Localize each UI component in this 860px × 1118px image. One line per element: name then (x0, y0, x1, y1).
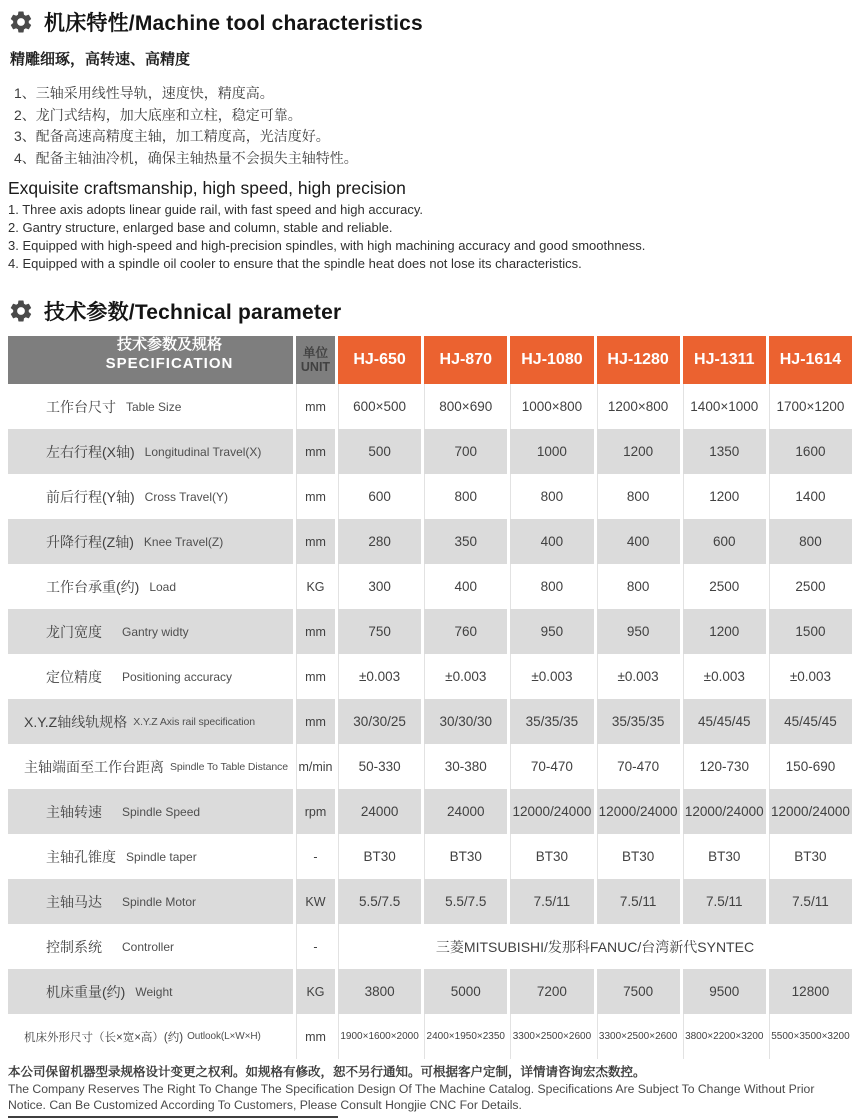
value-cell: 2500 (766, 564, 852, 609)
value-cell: 800 (507, 564, 593, 609)
value-cell: 12000/24000 (766, 789, 852, 834)
value-cell: 24000 (335, 789, 421, 834)
value-cell: ±0.003 (766, 654, 852, 699)
value-cell: 600×500 (335, 384, 421, 429)
table-row (8, 474, 852, 519)
value-cell: 350 (421, 519, 507, 564)
list-item: 3、配备高速高精度主轴，加工精度高，光洁度好。 (14, 128, 330, 144)
value-cell: 3800×2200×3200 (680, 1014, 766, 1059)
features-cn-list (8, 83, 852, 169)
spec-cell (8, 834, 293, 879)
spec-cell (8, 879, 293, 924)
model-column-header: HJ-1080 (507, 336, 593, 384)
spec-cell (8, 924, 293, 969)
value-cell: 7500 (594, 969, 680, 1014)
table-row (8, 699, 852, 744)
spec-table-body (8, 384, 852, 1059)
table-row (8, 564, 852, 609)
value-cell: 1900×1600×2000 (335, 1014, 421, 1059)
features-subtitle: 精雕细琢，高转速、高精度 (10, 51, 191, 68)
value-cell: 150-690 (766, 744, 852, 789)
value-cell: 600 (680, 519, 766, 564)
value-cell: 7.5/11 (594, 879, 680, 924)
spec-table-head (8, 336, 852, 384)
spec-label-en: Spindle Speed (122, 804, 201, 819)
unit-cell: mm (293, 519, 335, 564)
value-cell: 7.5/11 (680, 879, 766, 924)
unit-cell: KG (293, 969, 335, 1014)
value-cell: 1200 (680, 609, 766, 654)
table-row (8, 924, 852, 969)
spec-label-en: X.Y.Z Axis rail specification (133, 715, 255, 728)
value-cell: 1200×800 (594, 384, 680, 429)
table-row (8, 384, 852, 429)
value-cell: 800×690 (421, 384, 507, 429)
spec-label-en: Knee Travel(Z) (143, 534, 224, 549)
value-cell: ±0.003 (680, 654, 766, 699)
value-cell: 300 (335, 564, 421, 609)
value-cell: ±0.003 (421, 654, 507, 699)
spec-label-cn: 左右行程(X轴) (46, 443, 135, 460)
table-row (8, 834, 852, 879)
list-item: 2、龙门式结构，加大底座和立柱，稳定可靠。 (14, 106, 302, 123)
value-cell: 3800 (335, 969, 421, 1014)
spec-cell (8, 1014, 293, 1059)
spec-column-header (8, 336, 293, 384)
spec-cell (8, 789, 293, 834)
model-column-header: HJ-1614 (766, 336, 852, 384)
value-cell: 400 (421, 564, 507, 609)
value-cell: 9500 (680, 969, 766, 1014)
value-cell: 1200 (680, 474, 766, 519)
value-cell: 7.5/11 (766, 879, 852, 924)
value-cell: 400 (594, 519, 680, 564)
spec-cell (8, 384, 293, 429)
value-cell: 1600 (766, 429, 852, 474)
value-cell: 120-730 (680, 744, 766, 789)
value-cell: 5.5/7.5 (421, 879, 507, 924)
spec-label-cn: 机床外形尺寸（长×宽×高）(约) (24, 1031, 184, 1044)
value-cell: 1350 (680, 429, 766, 474)
features-en-heading: Exquisite craftsmanship, high speed, high precision (8, 178, 406, 198)
value-cell: BT30 (680, 834, 766, 879)
section-header-features (8, 8, 852, 36)
table-row (8, 879, 852, 924)
value-cell: 5000 (421, 969, 507, 1014)
table-row (8, 654, 852, 699)
spec-label-en: Gantry widty (122, 624, 189, 639)
list-item: 4. Equipped with a spindle oil cooler to ensure that the spindle heat does not lose its characteristics. (8, 256, 582, 271)
gear-icon (8, 9, 34, 35)
unit-cell: mm (293, 429, 335, 474)
table-row (8, 429, 852, 474)
spec-label-cn: 主轴孔锥度 (46, 848, 116, 865)
value-cell: 70-470 (507, 744, 593, 789)
value-cell: 700 (421, 429, 507, 474)
model-column-header: HJ-1280 (594, 336, 680, 384)
spec-label-en: Load (149, 579, 177, 594)
spec-label-en: Table Size (126, 399, 182, 414)
value-cell: 70-470 (594, 744, 680, 789)
spec-cell (8, 699, 293, 744)
table-row (8, 609, 852, 654)
value-cell: 800 (421, 474, 507, 519)
spec-label-en: Weight (135, 984, 173, 999)
spec-table (8, 336, 852, 1059)
unit-cell: mm (293, 474, 335, 519)
value-cell: 950 (594, 609, 680, 654)
value-cell: 12000/24000 (594, 789, 680, 834)
value-cell: 1400×1000 (680, 384, 766, 429)
spec-label-cn: 主轴马达 (46, 893, 102, 910)
value-cell: 30/30/30 (421, 699, 507, 744)
spec-label-cn: 工作台承重(约) (46, 578, 140, 595)
value-cell: 7.5/11 (507, 879, 593, 924)
value-cell: 600 (335, 474, 421, 519)
value-cell: 800 (594, 474, 680, 519)
spec-label-cn: 控制系统 (46, 938, 102, 955)
value-cell: BT30 (766, 834, 852, 879)
spec-label-cn: 机床重量(约) (46, 983, 126, 1000)
spec-label-cn: X.Y.Z轴线轨规格 (24, 713, 128, 730)
spec-cell (8, 744, 293, 789)
unit-cell: mm (293, 384, 335, 429)
value-cell: BT30 (594, 834, 680, 879)
unit-cell: rpm (293, 789, 335, 834)
spec-label-cn: 升降行程(Z轴) (46, 533, 134, 550)
value-cell: ±0.003 (335, 654, 421, 699)
spec-label-cn: 前后行程(Y轴) (46, 488, 135, 505)
section-header-parameters (8, 297, 852, 325)
value-cell: 1000 (507, 429, 593, 474)
unit-cell: KW (293, 879, 335, 924)
merged-value-cell: 三菱MITSUBISHI/发那科FANUC/台湾新代SYNTEC (335, 924, 852, 969)
value-cell: ±0.003 (594, 654, 680, 699)
value-cell: BT30 (335, 834, 421, 879)
spec-cell (8, 519, 293, 564)
list-item: 1. Three axis adopts linear guide rail, with fast speed and high accuracy. (8, 202, 424, 217)
value-cell: 1500 (766, 609, 852, 654)
spec-label-en: Cross Travel(Y) (144, 489, 229, 504)
table-row (8, 789, 852, 834)
spec-header-cn: 技术参数及规格 (116, 336, 222, 353)
value-cell: 1400 (766, 474, 852, 519)
list-item: 2. Gantry structure, enlarged base and column, stable and reliable. (8, 220, 393, 235)
model-column-header: HJ-650 (335, 336, 421, 384)
unit-cell: mm (293, 1014, 335, 1059)
unit-cell: mm (293, 699, 335, 744)
unit-cell: - (293, 924, 335, 969)
value-cell: 5.5/7.5 (335, 879, 421, 924)
spec-label-cn: 工作台尺寸 (46, 398, 116, 415)
spec-label-cn: 龙门宽度 (46, 623, 102, 640)
spec-header-en: SPECIFICATION (105, 354, 234, 372)
value-cell: 400 (507, 519, 593, 564)
value-cell: 1200 (594, 429, 680, 474)
value-cell: 2500 (680, 564, 766, 609)
unit-column-header (293, 336, 335, 384)
spec-label-en: Longitudinal Travel(X) (144, 444, 262, 459)
value-cell: 30-380 (421, 744, 507, 789)
spec-label-cn: 定位精度 (46, 668, 102, 685)
spec-label-en: Outlook(L×W×H) (187, 1031, 261, 1042)
value-cell: 800 (766, 519, 852, 564)
value-cell: 12000/24000 (680, 789, 766, 834)
unit-cell: m/min (293, 744, 335, 789)
footer-note-cn: 本公司保留机器型录规格设计变更之权利。如规格有修改，恕不另行通知。可根据客户定制，详情请咨询宏杰数控。 (8, 1065, 646, 1079)
value-cell: 45/45/45 (766, 699, 852, 744)
value-cell: 24000 (421, 789, 507, 834)
spec-cell (8, 969, 293, 1014)
value-cell: ±0.003 (507, 654, 593, 699)
spec-cell (8, 564, 293, 609)
value-cell: 12800 (766, 969, 852, 1014)
value-cell: 1000×800 (507, 384, 593, 429)
value-cell: 5500×3500×3200 (766, 1014, 852, 1059)
model-column-header: HJ-1311 (680, 336, 766, 384)
table-row (8, 969, 852, 1014)
value-cell: 3300×2500×2600 (594, 1014, 680, 1059)
spec-label-en: Controller (122, 939, 175, 954)
value-cell: 35/35/35 (507, 699, 593, 744)
value-cell: 45/45/45 (680, 699, 766, 744)
value-cell: 12000/24000 (507, 789, 593, 834)
value-cell: BT30 (507, 834, 593, 879)
parameters-title: 技术参数/Technical parameter (44, 301, 342, 324)
value-cell: 760 (421, 609, 507, 654)
value-cell: 30/30/25 (335, 699, 421, 744)
spec-cell (8, 474, 293, 519)
table-row (8, 1014, 852, 1059)
value-cell: 3300×2500×2600 (507, 1014, 593, 1059)
value-cell: BT30 (421, 834, 507, 879)
value-cell: 950 (507, 609, 593, 654)
footer (8, 1064, 852, 1118)
spec-label-cn: 主轴端面至工作台距离 (24, 758, 164, 775)
value-cell: 280 (335, 519, 421, 564)
value-cell: 35/35/35 (594, 699, 680, 744)
value-cell: 500 (335, 429, 421, 474)
table-row (8, 744, 852, 789)
value-cell: 50-330 (335, 744, 421, 789)
value-cell: 800 (594, 564, 680, 609)
features-en-list (8, 201, 852, 273)
features-title: 机床特性/Machine tool characteristics (44, 12, 423, 35)
value-cell: 1700×1200 (766, 384, 852, 429)
unit-cell: mm (293, 609, 335, 654)
unit-cell: mm (293, 654, 335, 699)
unit-cell: KG (293, 564, 335, 609)
value-cell: 800 (507, 474, 593, 519)
spec-label-en: Spindle taper (126, 849, 197, 864)
unit-header-en: UNIT (300, 360, 331, 374)
table-row (8, 519, 852, 564)
model-column-header: HJ-870 (421, 336, 507, 384)
spec-cell (8, 654, 293, 699)
spec-cell (8, 609, 293, 654)
list-item: 1、三轴采用线性导轨，速度快，精度高。 (14, 85, 274, 101)
spec-label-cn: 主轴转速 (46, 803, 102, 820)
value-cell: 750 (335, 609, 421, 654)
spec-label-en: Spindle Motor (122, 894, 197, 909)
spec-label-en: Positioning accuracy (122, 669, 233, 684)
list-item: 3. Equipped with high-speed and high-precision spindles, with high machining accuracy and good smoothness. (8, 238, 646, 253)
spec-label-en: Spindle To Table Distance (170, 760, 288, 773)
unit-header-cn: 单位 (302, 345, 328, 360)
unit-cell: - (293, 834, 335, 879)
footer-note-en: The Company Reserves The Right To Change The Specification Design Of The Machine Catalog. Specifications Are Subject To Change Without Prior Notice. Can Be Customized According To Customers, Please Consult Hongjie CNC For Details. (8, 1082, 815, 1112)
value-cell: 7200 (507, 969, 593, 1014)
gear-icon (8, 298, 34, 324)
list-item: 4、配备主轴油冷机，确保主轴热量不会损失主轴特性。 (14, 149, 358, 166)
spec-cell (8, 429, 293, 474)
value-cell: 2400×1950×2350 (421, 1014, 507, 1059)
